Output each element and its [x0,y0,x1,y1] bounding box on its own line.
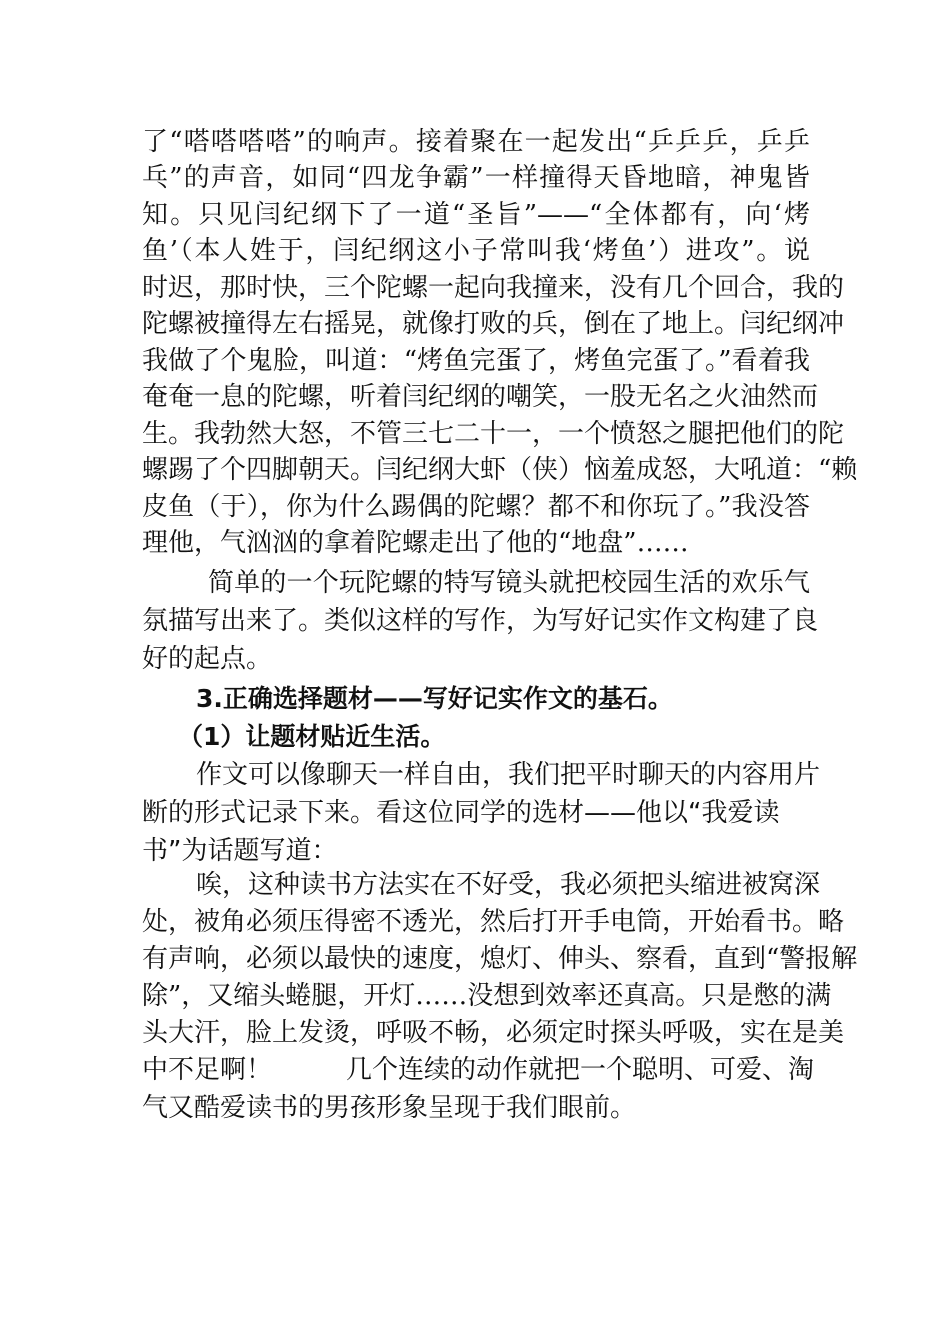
text-line: 有声响，必须以最快的速度，熄灯、伸头、察看，直到“警报解 [142,944,858,974]
subsection-heading: （1）让题材贴近生活。 [178,722,446,751]
text-line: 陀螺被撞得左右摇晃，就像打败的兵，倒在了地上。闫纪纲冲 [142,309,845,339]
paragraph-first-line: 唉，这种读书方法实在不好受，我必须把头缩进被窝深 [196,870,821,900]
text-line: 几个连续的动作就把一个聪明、可爱、淘 [346,1055,815,1085]
text-line: 奄奄一息的陀螺，听着闫纪纲的嘲笑，一股无名之火油然而 [142,382,819,412]
paragraph-first-line: 作文可以像聊天一样自由，我们把平时聊天的内容用片 [196,760,821,790]
text-line: 处，被角必须压得密不透光，然后打开手电筒，开始看书。略 [142,907,845,937]
text-line: 除”，又缩头蜷腿，开灯……没想到效率还真高。只是憋的满 [142,981,832,1011]
text-line: 气又酷爱读书的男孩形象呈现于我们眼前。 [142,1093,637,1123]
text-line: 时迟，那时快，三个陀螺一起向我撞来，没有几个回合，我的 [142,273,845,303]
text-line: 氛描写出来了。类似这样的写作，为写好记实作文构建了良 [142,606,819,636]
text-line: 头大汗，脸上发烫，呼吸不畅，必须定时探头呼吸，实在是美 [142,1018,845,1048]
text-line: 皮鱼（于），你为什么踢偶的陀螺？都不和你玩了。”我没答 [142,492,810,522]
text-line: 我做了个鬼脸，叫道：“烤鱼完蛋了，烤鱼完蛋了。”看着我 [142,346,810,376]
text-line: 书”为话题写道： [142,836,338,866]
text-line: 中不足啊！ [142,1055,273,1085]
text-line: 螺踢了个四脚朝天。闫纪纲大虾（侠）恼羞成怒，大吼道：“赖 [142,455,858,485]
text-line: 好的起点。 [142,644,273,674]
section-heading: 3.正确选择题材——写好记实作文的基石。 [196,684,673,713]
text-line: 生。我勃然大怒，不管三七二十一，一个愤怒之腿把他们的陀 [142,419,845,449]
text-line: 理他，气汹汹的拿着陀螺走出了他的“地盘”…… [142,528,689,558]
paragraph-first-line: 简单的一个玩陀螺的特写镜头就把校园生活的欢乐气 [208,568,810,598]
text-line: 知。只见闫纪纲下了一道“圣旨”——“全体都有，向‘烤 [142,200,810,230]
text-line: 断的形式记录下来。看这位同学的选材——他以“我爱读 [142,798,780,828]
text-line: 了“嗒嗒嗒嗒”的响声。接着聚在一起发出“乒乒乒，乒乒 [142,127,810,157]
text-line: 鱼’（本人姓于，闫纪纲这小子常叫我‘烤鱼’）进攻”。说 [142,236,810,266]
text-line: 乓”的声音，如同“四龙争霸”一样撞得天昏地暗，神鬼皆 [142,163,810,193]
